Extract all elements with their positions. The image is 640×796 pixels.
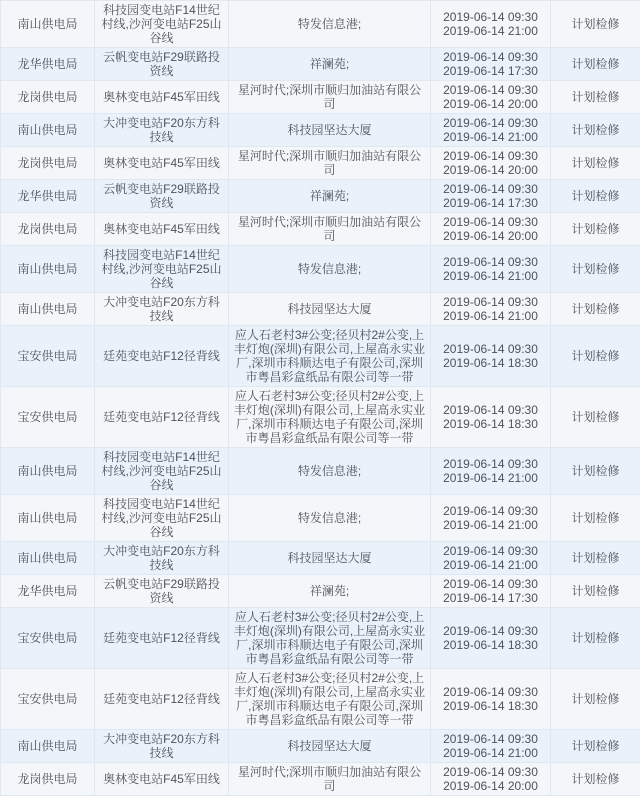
line-cell: 奥林变电站F45军田线 (95, 81, 229, 114)
line-cell: 科技园变电站F14世纪村线,沙河变电站F25山谷线 (95, 246, 229, 293)
line-cell: 大冲变电站F20东方科技线 (95, 730, 229, 763)
area-cell: 星河时代;深圳市顺归加油站有限公司 (229, 81, 431, 114)
time-window-cell (431, 763, 551, 796)
table-row (1, 763, 640, 796)
bureau-cell: 南山供电局 (1, 542, 95, 575)
start-time: 2019-06-14 09:30 (435, 403, 546, 417)
line-cell: 云帆变电站F29联路投资线 (95, 575, 229, 608)
bureau-cell: 龙华供电局 (1, 180, 95, 213)
area-cell: 应人石老村3#公变;径贝村2#公变,上丰灯炮(深圳)有限公司,上屋高永实业厂,深圳市科顺达电子有限公司,深圳市粤昌彩盒纸品有限公司等一带 (229, 669, 431, 730)
area-cell: 特发信息港; (229, 495, 431, 542)
line-cell: 科技园变电站F14世纪村线,沙河变电站F25山谷线 (95, 448, 229, 495)
table-row (1, 1, 640, 48)
end-time: 2019-06-14 18:30 (435, 356, 546, 370)
time-window-cell (431, 81, 551, 114)
time-window-cell (431, 114, 551, 147)
time-window-cell (431, 246, 551, 293)
line-cell: 奥林变电站F45军田线 (95, 213, 229, 246)
table-row (1, 575, 640, 608)
table-row (1, 114, 640, 147)
status-cell: 计划检修 (551, 448, 640, 495)
maintenance-table-body (1, 1, 640, 796)
time-window-cell (431, 1, 551, 48)
time-window-cell (431, 213, 551, 246)
table-row (1, 213, 640, 246)
start-time: 2019-06-14 09:30 (435, 765, 546, 779)
table-row (1, 730, 640, 763)
end-time: 2019-06-14 17:30 (435, 64, 546, 78)
time-window-cell (431, 147, 551, 180)
start-time: 2019-06-14 09:30 (435, 215, 546, 229)
area-cell: 应人石老村3#公变;径贝村2#公变,上丰灯炮(深圳)有限公司,上屋高永实业厂,深圳市科顺达电子有限公司,深圳市粤昌彩盒纸品有限公司等一带 (229, 387, 431, 448)
end-time: 2019-06-14 17:30 (435, 196, 546, 210)
area-cell: 科技园坚达大厦 (229, 730, 431, 763)
time-window-cell (431, 608, 551, 669)
time-window-cell (431, 730, 551, 763)
table-row (1, 147, 640, 180)
time-window-cell (431, 180, 551, 213)
time-window-cell (431, 495, 551, 542)
end-time: 2019-06-14 18:30 (435, 638, 546, 652)
start-time: 2019-06-14 09:30 (435, 116, 546, 130)
table-row (1, 542, 640, 575)
line-cell: 云帆变电站F29联路投资线 (95, 180, 229, 213)
status-cell: 计划检修 (551, 293, 640, 326)
end-time: 2019-06-14 17:30 (435, 591, 546, 605)
start-time: 2019-06-14 09:30 (435, 182, 546, 196)
end-time: 2019-06-14 20:00 (435, 779, 546, 793)
end-time: 2019-06-14 21:00 (435, 558, 546, 572)
status-cell: 计划检修 (551, 326, 640, 387)
bureau-cell: 宝安供电局 (1, 326, 95, 387)
start-time: 2019-06-14 09:30 (435, 50, 546, 64)
area-cell: 星河时代;深圳市顺归加油站有限公司 (229, 147, 431, 180)
line-cell: 廷苑变电站F12径背线 (95, 326, 229, 387)
status-cell: 计划检修 (551, 542, 640, 575)
area-cell: 特发信息港; (229, 1, 431, 48)
end-time: 2019-06-14 21:00 (435, 309, 546, 323)
line-cell: 奥林变电站F45军田线 (95, 763, 229, 796)
area-cell: 科技园坚达大厦 (229, 293, 431, 326)
status-cell: 计划检修 (551, 114, 640, 147)
table-row (1, 448, 640, 495)
end-time: 2019-06-14 20:00 (435, 97, 546, 111)
time-window-cell (431, 326, 551, 387)
bureau-cell: 宝安供电局 (1, 608, 95, 669)
start-time: 2019-06-14 09:30 (435, 457, 546, 471)
area-cell: 科技园坚达大厦 (229, 542, 431, 575)
status-cell: 计划检修 (551, 81, 640, 114)
line-cell: 科技园变电站F14世纪村线,沙河变电站F25山谷线 (95, 495, 229, 542)
time-window-cell (431, 48, 551, 81)
end-time: 2019-06-14 21:00 (435, 471, 546, 485)
start-time: 2019-06-14 09:30 (435, 504, 546, 518)
bureau-cell: 南山供电局 (1, 246, 95, 293)
bureau-cell: 南山供电局 (1, 448, 95, 495)
time-window-cell (431, 575, 551, 608)
start-time: 2019-06-14 09:30 (435, 732, 546, 746)
area-cell: 应人石老村3#公变;径贝村2#公变,上丰灯炮(深圳)有限公司,上屋高永实业厂,深圳市科顺达电子有限公司,深圳市粤昌彩盒纸品有限公司等一带 (229, 608, 431, 669)
status-cell: 计划检修 (551, 48, 640, 81)
table-row (1, 669, 640, 730)
table-row (1, 326, 640, 387)
area-cell: 科技园坚达大厦 (229, 114, 431, 147)
area-cell: 特发信息港; (229, 448, 431, 495)
start-time: 2019-06-14 09:30 (435, 83, 546, 97)
bureau-cell: 龙岗供电局 (1, 763, 95, 796)
area-cell: 祥澜苑; (229, 48, 431, 81)
bureau-cell: 南山供电局 (1, 495, 95, 542)
table-row (1, 495, 640, 542)
status-cell: 计划检修 (551, 213, 640, 246)
table-row (1, 81, 640, 114)
status-cell: 计划检修 (551, 730, 640, 763)
area-cell: 祥澜苑; (229, 575, 431, 608)
line-cell: 廷苑变电站F12径背线 (95, 387, 229, 448)
status-cell: 计划检修 (551, 1, 640, 48)
bureau-cell: 宝安供电局 (1, 669, 95, 730)
end-time: 2019-06-14 18:30 (435, 699, 546, 713)
line-cell: 科技园变电站F14世纪村线,沙河变电站F25山谷线 (95, 1, 229, 48)
area-cell: 祥澜苑; (229, 180, 431, 213)
bureau-cell: 龙岗供电局 (1, 213, 95, 246)
table-row (1, 293, 640, 326)
time-window-cell (431, 387, 551, 448)
end-time: 2019-06-14 20:00 (435, 163, 546, 177)
line-cell: 廷苑变电站F12径背线 (95, 608, 229, 669)
start-time: 2019-06-14 09:30 (435, 685, 546, 699)
line-cell: 大冲变电站F20东方科技线 (95, 114, 229, 147)
status-cell: 计划检修 (551, 387, 640, 448)
area-cell: 星河时代;深圳市顺归加油站有限公司 (229, 213, 431, 246)
bureau-cell: 南山供电局 (1, 1, 95, 48)
area-cell: 应人石老村3#公变;径贝村2#公变,上丰灯炮(深圳)有限公司,上屋高永实业厂,深圳市科顺达电子有限公司,深圳市粤昌彩盒纸品有限公司等一带 (229, 326, 431, 387)
start-time: 2019-06-14 09:30 (435, 295, 546, 309)
table-row (1, 48, 640, 81)
status-cell: 计划检修 (551, 495, 640, 542)
status-cell: 计划检修 (551, 147, 640, 180)
start-time: 2019-06-14 09:30 (435, 10, 546, 24)
area-cell: 星河时代;深圳市顺归加油站有限公司 (229, 763, 431, 796)
table-row (1, 180, 640, 213)
line-cell: 大冲变电站F20东方科技线 (95, 542, 229, 575)
status-cell: 计划检修 (551, 669, 640, 730)
end-time: 2019-06-14 21:00 (435, 269, 546, 283)
status-cell: 计划检修 (551, 246, 640, 293)
time-window-cell (431, 542, 551, 575)
start-time: 2019-06-14 09:30 (435, 577, 546, 591)
end-time: 2019-06-14 21:00 (435, 130, 546, 144)
end-time: 2019-06-14 21:00 (435, 746, 546, 760)
status-cell: 计划检修 (551, 763, 640, 796)
bureau-cell: 龙岗供电局 (1, 147, 95, 180)
bureau-cell: 南山供电局 (1, 114, 95, 147)
line-cell: 廷苑变电站F12径背线 (95, 669, 229, 730)
end-time: 2019-06-14 20:00 (435, 229, 546, 243)
area-cell: 特发信息港; (229, 246, 431, 293)
table-row (1, 246, 640, 293)
start-time: 2019-06-14 09:30 (435, 149, 546, 163)
line-cell: 奥林变电站F45军田线 (95, 147, 229, 180)
bureau-cell: 宝安供电局 (1, 387, 95, 448)
time-window-cell (431, 669, 551, 730)
bureau-cell: 南山供电局 (1, 730, 95, 763)
start-time: 2019-06-14 09:30 (435, 255, 546, 269)
time-window-cell (431, 448, 551, 495)
line-cell: 大冲变电站F20东方科技线 (95, 293, 229, 326)
table-row (1, 608, 640, 669)
table-row (1, 387, 640, 448)
status-cell: 计划检修 (551, 608, 640, 669)
end-time: 2019-06-14 21:00 (435, 518, 546, 532)
time-window-cell (431, 293, 551, 326)
end-time: 2019-06-14 21:00 (435, 24, 546, 38)
bureau-cell: 龙岗供电局 (1, 81, 95, 114)
bureau-cell: 龙华供电局 (1, 48, 95, 81)
end-time: 2019-06-14 18:30 (435, 417, 546, 431)
status-cell: 计划检修 (551, 180, 640, 213)
bureau-cell: 龙华供电局 (1, 575, 95, 608)
start-time: 2019-06-14 09:30 (435, 342, 546, 356)
line-cell: 云帆变电站F29联路投资线 (95, 48, 229, 81)
start-time: 2019-06-14 09:30 (435, 624, 546, 638)
status-cell: 计划检修 (551, 575, 640, 608)
bureau-cell: 南山供电局 (1, 293, 95, 326)
start-time: 2019-06-14 09:30 (435, 544, 546, 558)
